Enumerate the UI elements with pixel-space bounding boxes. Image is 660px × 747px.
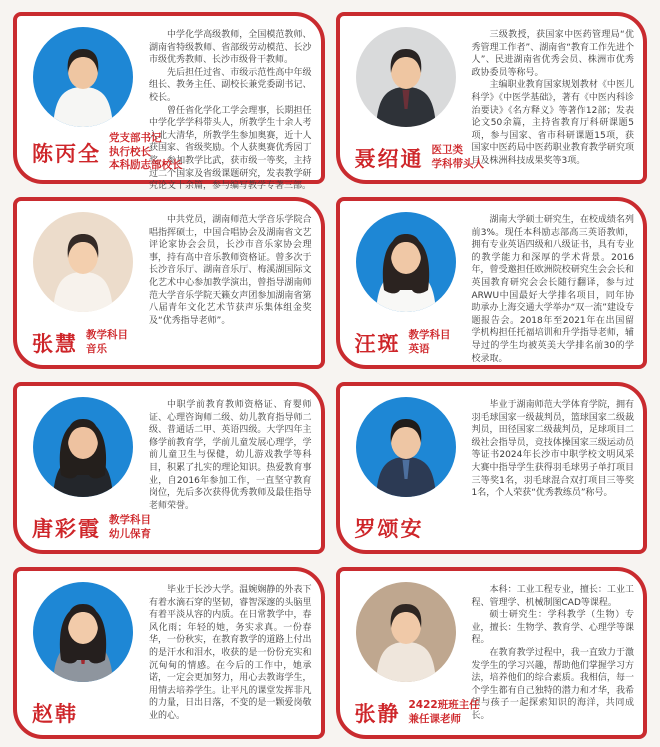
teacher-name: 汪斑: [354, 332, 401, 356]
teacher-title: 教学科目: [86, 329, 128, 342]
teacher-title: 党支部书记: [109, 132, 162, 145]
teacher-card-2: [336, 12, 648, 184]
teacher-portrait-photo: [356, 27, 456, 127]
teacher-title: 2422班班主任: [408, 699, 480, 712]
teacher-portrait-photo: [33, 582, 133, 682]
teacher-name: 张慧: [32, 332, 78, 356]
teacher-name-row: [355, 698, 480, 728]
bio-paragraph: 主编职业教育国家规划教材《中医儿科学》《中医学基础》，著有《中医内科诊治要诀》《名方释义》等著作12部；发表论文50余篇，主持省教育厅科研课题5项，参与国家、省市科研课题15项，获国家中医药局中医药职业教育教学研究项目及株洲科技成果奖等3项。: [471, 80, 634, 166]
teacher-titles: [409, 329, 451, 356]
teacher-bio: [149, 399, 312, 512]
teacher-card-4: [336, 197, 648, 369]
teacher-bio: [472, 29, 635, 168]
teacher-title: 学科带头人: [431, 158, 484, 170]
teacher-name-row: [32, 328, 128, 358]
bio-paragraph: 中学化学高级教师，全国模范教师、湖南省特级教师、省部级劳动模范、长沙市级优秀教师、长沙市级骨干教师。: [149, 30, 312, 66]
teacher-title: 兼任课老师: [408, 713, 461, 725]
teacher-title: 医卫类: [431, 144, 463, 157]
teacher-title: 本科励志部校长: [109, 159, 183, 172]
teacher-portrait-photo: [33, 397, 133, 497]
teacher-title: 教学科目: [408, 329, 451, 342]
teacher-title: 教学科目: [109, 514, 151, 527]
teacher-name: 聂绍通: [354, 147, 424, 171]
teacher-bio: [149, 214, 312, 327]
teacher-title: 幼儿保育: [109, 528, 151, 540]
teacher-name-row: [32, 132, 183, 173]
teacher-name: 罗颂安: [354, 517, 424, 541]
bio-paragraph: 在教育教学过程中，我一直致力于激发学生的学习兴趣，帮助他们掌握学习方法，培养他们的综合素质。我相信，每一个学生都有自己独特的潜力和才华，我希望与孩子一起探索知识的海洋，共同成长。: [471, 647, 634, 721]
teacher-title: 音乐: [86, 343, 107, 355]
bio-paragraph: 毕业于湖南师范大学体育学院，拥有羽毛球国家一级裁判员，篮球国家二级裁判员，田径国家二级裁判员，足球项目二级社会指导员，竞技体操国家三级运动员等证书2024年长沙市中职学校文明风采大赛中指导学生获得羽毛球男子单打项目三等奖1名，羽毛球混合双打项目三等奖1名，个人荣获“优秀教练员”称号。: [471, 400, 634, 499]
teacher-bio: [472, 214, 635, 365]
teacher-titles: [409, 699, 480, 726]
teacher-bio: [472, 399, 635, 500]
bio-paragraph: 中职学前教育教师资格证、育婴师证、心理咨询师二级、幼儿教育指导师二级、普通话二甲、英语四级。大学四年主修学前教育学，学前儿童发展心理学，学前儿童卫生与保健，幼儿游戏教学等科目，积累了扎实的理论知识。热爱教育事业，自2016年参加工作，一直坚守教育岗位，先后多次获得优秀教师及最佳指导老师荣誉。: [149, 400, 312, 511]
teacher-card-5: [13, 382, 325, 554]
bio-paragraph: 曾任省化学化工学会理事，长期担任中学化学学科带头人，所教学生十余人考入北大清华，所教学生参加奥赛，近十人获国家、省级奖励。个人获奥赛优秀园丁奖，参加教学比武，获市级一等奖，主持过二个国家及省级课题研究，发表教学研究论文十余篇，参与编写教学专著三部。: [149, 105, 312, 192]
teacher-portrait-photo: [33, 27, 133, 127]
teacher-name-row: [355, 328, 451, 358]
teacher-name: 张静: [354, 702, 401, 726]
teacher-titles: [109, 132, 183, 173]
teacher-title: 英语: [408, 343, 430, 355]
teacher-titles: [432, 144, 485, 171]
teacher-name-row: [355, 143, 485, 173]
bio-paragraph: 本科：工业工程专业，擅长：工业工程、管理学、机械制图CAD等课程。: [471, 585, 634, 608]
teacher-bio: [472, 584, 635, 723]
bio-paragraph: 湖南大学硕士研究生，在校成绩名列前3%。现任本科励志部高三英语教师，拥有专业英语四级和八级证书，具有专业的教学能力和深厚的学术背景。2016年，曾受邀担任欧洲院校研究生会会长和英国教育研究会会长随行翻译，参与过ARWU中国最好大学排名项目，同年协助承办上海交通大学举办“双一流”建设专题报告会。2018年至2021年在出国留学机构担任托福培训和升学指导老师，辅导过的学生均被英美大学排名前30的学校录取。: [471, 215, 634, 364]
teacher-card-7: [13, 567, 325, 739]
teacher-titles: [109, 514, 151, 541]
teacher-name: 赵韩: [32, 702, 78, 726]
teacher-title: 执行校长: [109, 145, 151, 158]
teacher-name-row: [355, 513, 432, 543]
bio-paragraph: 中共党员，湖南师范大学音乐学院合唱指挥硕士，中国合唱协会及湖南省文艺评论家协会会员，长沙市音乐家协会理事，持有高中音乐教师资格证。曾多次于长沙音乐厅、湖南音乐厅、梅溪湖国际文化艺术中心参加教学演出，曾指导湖南师范大学音乐学院天籁女声团参加湖南省第八届青年文化艺术节获声乐集体组金奖及“优秀指导老师”。: [149, 215, 312, 326]
teacher-card-1: [13, 12, 325, 192]
teacher-card-3: [13, 197, 325, 369]
teacher-portrait-photo: [33, 212, 133, 312]
bio-paragraph: 硕士研究生：学科教学（生物）专业，擅长：生物学、教育学、心理学等课程。: [471, 610, 634, 646]
teacher-portrait-photo: [356, 212, 456, 312]
teacher-portrait-photo: [356, 397, 456, 497]
teacher-titles: [86, 329, 128, 356]
teacher-name-row: [32, 698, 86, 728]
teacher-portrait-photo: [356, 582, 456, 682]
teacher-name: 唐彩霞: [32, 517, 101, 541]
teacher-bio: [149, 584, 312, 723]
bio-paragraph: 毕业于长沙大学。温婉娴静的外表下有着水滴石穿的坚韧，睿智深邃的头脑里有着平淡从容的内质。在日常教学中，春风化雨；年轻的她，务实求真。一份春华，一份秋实，在教育教学的道路上付出的是汗水和泪水，收获的是一份份充实和沉甸甸的情感。在今后的工作中，她承诺，一定会更加努力，用心去教诲学生，用情去培养学生。让平凡的课堂发挥非凡的力量，日出日落，不变的是一颗爱岗敬业的心。: [149, 585, 312, 721]
teacher-card-6: [336, 382, 648, 554]
teacher-card-8: [336, 567, 648, 739]
bio-paragraph: 先后担任过省、市级示范性高中年级组长、教务主任、副校长兼党委副书记、校长。: [149, 67, 312, 103]
teacher-name: 陈丙全: [32, 141, 101, 166]
bio-paragraph: 三级教授，获国家中医药管理局“优秀管理工作者”、湖南省“教育工作先进个人”、民进湖南省优秀会员、株洲市优秀政协委员等称号。: [471, 30, 634, 78]
teacher-name-row: [32, 513, 151, 543]
